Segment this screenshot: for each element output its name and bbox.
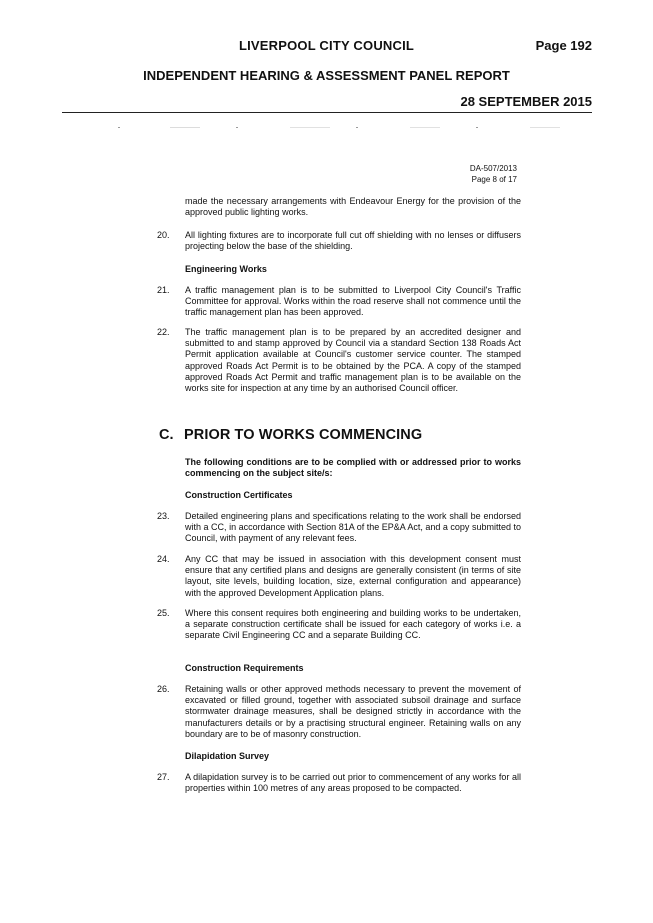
condition-number: 25. — [157, 608, 170, 618]
section-letter: C. — [159, 427, 174, 443]
scan-speck — [356, 127, 358, 128]
condition-text: Detailed engineering plans and specifications relating to the work shall be endorsed with a CC, in accordance with Section 81A of the EP&A Act, and a copy submitted to Council, with payment of any relevant fees. — [185, 511, 521, 544]
condition-text: All lighting fixtures are to incorporate full cut off shielding with no lenses or diffusers projecting below the base of the shielding. — [185, 230, 521, 252]
report-title: INDEPENDENT HEARING & ASSESSMENT PANEL REPORT — [143, 68, 510, 83]
scan-speck — [290, 127, 330, 128]
da-number: DA-507/2013 — [469, 164, 517, 173]
condition-number: 20. — [157, 230, 170, 240]
subheading-engineering-works: Engineering Works — [185, 264, 267, 274]
document-reference — [470, 163, 517, 185]
condition-text: A traffic management plan is to be submitted to Liverpool City Council's Traffic Committee for approval. Works within the road reserve shall not commence until the traffic management plan has been approved. — [185, 285, 521, 318]
condition-number: 21. — [157, 285, 170, 295]
scan-speck — [118, 127, 120, 128]
scan-speck — [170, 127, 200, 128]
section-intro: The following conditions are to be complied with or addressed prior to works commencing on the subject site/s: — [185, 457, 521, 479]
condition-number: 24. — [157, 554, 170, 564]
subheading-dilapidation-survey: Dilapidation Survey — [185, 751, 270, 761]
subheading-construction-requirements: Construction Requirements — [185, 663, 304, 673]
condition-number: 27. — [157, 772, 170, 782]
page-of: Page 8 of 17 — [471, 175, 517, 184]
scan-speck — [476, 127, 478, 128]
condition-text: Any CC that may be issued in association with this development consent must ensure that any certified plans and designs are generally consistent (in terms of site layout, site levels, building location, size, external configuration and appearance) with the approved Development Application plans. — [185, 554, 521, 598]
subheading-construction-certificates: Construction Certificates — [185, 490, 293, 500]
condition-text: Where this consent requires both engineering and building works to be undertaken, a separate construction certificate shall be issued for each category of works i.e. a separate Civil Engineering CC and a separate Building CC. — [185, 608, 521, 641]
page-number: Page 192 — [535, 38, 592, 53]
header-rule — [62, 112, 592, 113]
condition-number: 23. — [157, 511, 170, 521]
condition-text: Retaining walls or other approved methods necessary to prevent the movement of excavated or filled ground, together with associated subsoil drainage and surface stormwater drainage measures, shall be designed strictly in accordance with the manufacturers details or by a practising structural engineer. Retaining walls on any boundary are to be of masonry construction. — [185, 684, 521, 739]
scan-speck — [410, 127, 440, 128]
continued-paragraph: made the necessary arrangements with Endeavour Energy for the provision of the approved public lighting works. — [185, 196, 521, 218]
scan-speck — [530, 127, 560, 128]
report-date: 28 SEPTEMBER 2015 — [460, 94, 592, 109]
council-name: LIVERPOOL CITY COUNCIL — [238, 38, 415, 53]
section-title: PRIOR TO WORKS COMMENCING — [184, 427, 423, 443]
condition-text: A dilapidation survey is to be carried out prior to commencement of any works for all properties within 100 metres of any areas proposed to be compacted. — [185, 772, 521, 794]
condition-text: The traffic management plan is to be prepared by an accredited designer and submitted to and stamp approved by Council via a standard Section 138 Roads Act Permit application available at Council's customer service counter. The stamped approved Roads Act Permit is to be obtained by the PCA. A copy of the stamped approved Roads Act Permit and traffic management plan is to be available on the works site for inspection at any time by an authorised Council officer. — [185, 327, 521, 394]
scan-speck — [236, 127, 238, 128]
condition-number: 26. — [157, 684, 170, 694]
condition-number: 22. — [157, 327, 170, 337]
